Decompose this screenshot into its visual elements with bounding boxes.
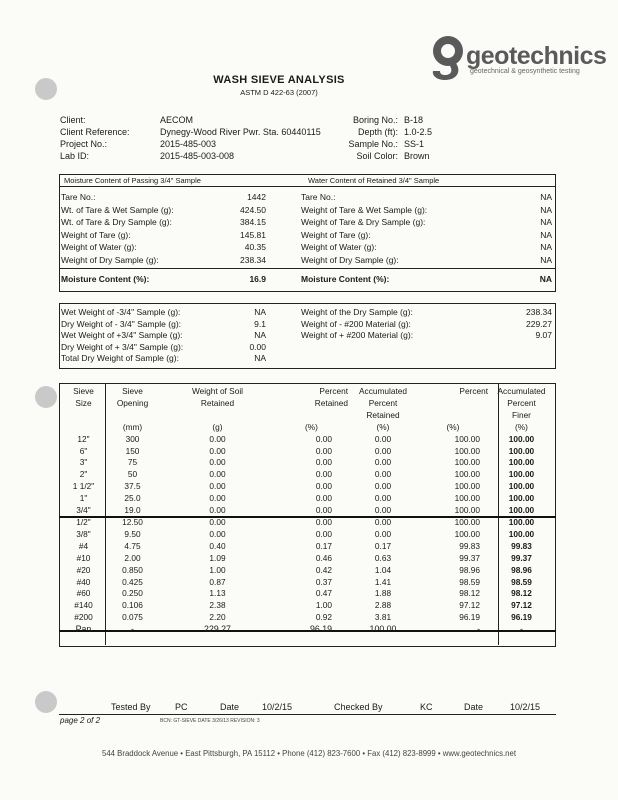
sieve-opening-cell: 19.0 xyxy=(124,505,141,516)
hdr-weight-1: Weight of Soil xyxy=(191,386,244,396)
sieve-opening-cell: 0.425 xyxy=(122,576,143,587)
pan-pct-finer-cell: - xyxy=(477,624,480,635)
acc-finer-cell: 100.00 xyxy=(508,457,535,468)
moisture-content-left-value: 16.9 xyxy=(249,274,266,284)
moisture-left-value: 40.35 xyxy=(244,242,266,252)
client-ref-label: Client Reference: xyxy=(60,127,130,137)
pct-retained-cell: 0.00 xyxy=(315,481,332,492)
pct-retained-cell: 0.37 xyxy=(315,576,332,587)
sieve-opening-cell: 0.250 xyxy=(122,588,143,599)
acc-finer-cell: 98.96 xyxy=(511,564,532,575)
boring-value: B-18 xyxy=(404,115,424,125)
sieve-row xyxy=(62,481,555,493)
moisture-left-label: Wt. of Tare & Dry Sample (g): xyxy=(61,217,172,227)
sieve-row xyxy=(62,541,555,553)
moisture-right-value: NA xyxy=(540,204,552,215)
weight-left-value: 9.1 xyxy=(254,318,266,329)
sieve-size-cell: #60 xyxy=(76,588,91,599)
depth-value: 1.0-2.5 xyxy=(404,127,433,137)
checked-date-value: 10/2/15 xyxy=(510,702,541,712)
moisture-right-value: NA xyxy=(540,192,552,202)
weight-left-label: Dry Weight of - 3/4" Sample (g): xyxy=(61,318,182,329)
sieve-size-cell: #140 xyxy=(74,600,93,611)
checked-by-value: KC xyxy=(420,702,433,712)
sieve-row xyxy=(62,517,555,529)
sample-label: Sample No.: xyxy=(348,139,398,149)
hdr-acc-retained-2: Percent xyxy=(368,397,398,408)
sieve-row xyxy=(62,565,555,577)
acc-finer-cell: 98.59 xyxy=(511,576,532,587)
sieve-opening-cell: 300 xyxy=(125,433,140,444)
hdr-opening-1: Sieve xyxy=(122,386,143,396)
acc-retained-cell: 0.00 xyxy=(374,469,392,480)
pct-retained-cell: 0.00 xyxy=(315,445,332,456)
weight-retained-cell: 0.00 xyxy=(209,528,226,539)
pct-retained-cell: 0.00 xyxy=(315,528,332,539)
moisture-right-label: Weight of Dry Sample (g): xyxy=(301,254,399,265)
sieve-row xyxy=(62,600,555,612)
moisture-content-left-label: Moisture Content (%): xyxy=(61,274,150,284)
sieve-opening-cell: 12.50 xyxy=(122,516,143,527)
pct-finer-cell: 97.12 xyxy=(459,600,480,611)
page-title: WASH SIEVE ANALYSIS xyxy=(213,74,345,86)
acc-retained-cell: 0.00 xyxy=(374,457,392,468)
weight-left-value: NA xyxy=(254,307,266,317)
acc-finer-cell: 100.00 xyxy=(508,469,535,480)
lab-id-value: 2015-485-003-008 xyxy=(160,151,235,161)
hdr-opening-2: Opening xyxy=(116,397,149,408)
sieve-row xyxy=(62,446,555,458)
weight-retained-cell: 0.00 xyxy=(209,481,226,492)
page-subtitle: ASTM D 422-63 (2007) xyxy=(240,88,318,97)
hdr-acc-retained-unit: (%) xyxy=(376,421,390,432)
acc-retained-cell: 0.17 xyxy=(374,540,392,551)
pct-finer-cell: 98.96 xyxy=(459,564,480,575)
moisture-right-value: NA xyxy=(540,229,552,240)
moisture-left-value: 424.50 xyxy=(240,204,266,215)
pct-finer-cell: 100.00 xyxy=(454,445,480,456)
pct-retained-cell: 0.00 xyxy=(315,433,332,444)
acc-retained-cell: 0.00 xyxy=(374,528,392,539)
acc-finer-cell: 100.00 xyxy=(508,516,535,527)
moisture-left-label: Tare No.: xyxy=(61,192,96,202)
sieve-row xyxy=(62,588,555,600)
sieve-size-cell: 1 1/2" xyxy=(72,481,95,492)
weight-retained-cell: 0.00 xyxy=(209,516,226,527)
boring-label: Boring No.: xyxy=(352,115,398,125)
sieve-opening-cell: 0.106 xyxy=(122,600,143,611)
sieve-row xyxy=(62,553,555,565)
moisture-left-value: 384.15 xyxy=(240,217,266,227)
hdr-acc-retained-1: Accumulated xyxy=(359,386,407,396)
moisture-right-value: NA xyxy=(540,242,552,252)
acc-finer-cell: 100.00 xyxy=(508,493,535,504)
sieve-row xyxy=(62,434,555,446)
weight-retained-cell: 0.00 xyxy=(209,457,226,468)
pct-finer-cell: 98.12 xyxy=(459,588,480,599)
sieve-opening-cell: 0.075 xyxy=(122,612,143,623)
sieve-opening-cell: 9.50 xyxy=(124,528,141,539)
sieve-size-cell: #40 xyxy=(76,576,91,587)
weight-right-value: 229.27 xyxy=(526,318,552,329)
sieve-size-cell: 3" xyxy=(79,457,88,468)
pct-finer-cell: 96.19 xyxy=(459,612,480,623)
pan-acc-retained-cell: 100.00 xyxy=(369,624,397,635)
sieve-opening-cell: 4.75 xyxy=(124,540,141,551)
moisture-right-title: Water Content of Retained 3/4" Sample xyxy=(308,176,440,185)
weight-retained-cell: 0.87 xyxy=(209,576,226,587)
sieve-opening-cell: 75 xyxy=(127,457,138,468)
acc-retained-cell: 1.88 xyxy=(374,588,392,599)
client-label: Client: xyxy=(60,115,86,125)
pct-retained-cell: 0.00 xyxy=(315,469,332,480)
footer-address: 544 Braddock Avenue • East Pittsburgh, PA 15112 • Phone (412) 823-7600 • Fax (412) 823-8999 • www.geotechnics.net xyxy=(101,749,517,758)
acc-retained-cell: 3.81 xyxy=(374,612,392,623)
hdr-sieve-size-2: Size xyxy=(75,397,92,408)
weight-retained-cell: 0.00 xyxy=(209,493,226,504)
pct-finer-cell: 100.00 xyxy=(454,457,480,468)
sieve-size-cell: 3/8" xyxy=(76,528,91,539)
acc-finer-cell: 100.00 xyxy=(508,433,535,444)
checked-date-label: Date xyxy=(464,702,484,712)
weight-left-label: Wet Weight of -3/4" Sample (g): xyxy=(61,307,181,317)
acc-finer-cell: 99.83 xyxy=(511,540,532,551)
hdr-acc-finer-2: Percent xyxy=(507,397,536,408)
moisture-content-right-value: NA xyxy=(539,274,552,284)
sieve-row xyxy=(62,577,555,589)
pan-acc-finer-cell: - xyxy=(520,624,523,635)
sieve-size-cell: 1" xyxy=(79,493,88,504)
pct-retained-cell: 0.42 xyxy=(315,564,332,575)
pct-retained-cell: 0.92 xyxy=(315,612,332,623)
pan-weight-retained-cell: 229.27 xyxy=(204,624,231,635)
acc-finer-cell: 100.00 xyxy=(508,505,535,516)
hdr-pct-finer-1: Percent xyxy=(459,386,488,396)
acc-retained-cell: 2.88 xyxy=(374,600,392,611)
punch-hole-middle xyxy=(35,386,57,408)
hdr-pct-retained-1: Percent xyxy=(319,386,348,396)
pct-finer-cell: 99.83 xyxy=(459,540,480,551)
acc-retained-cell: 0.63 xyxy=(374,552,392,563)
acc-finer-cell: 100.00 xyxy=(508,528,535,539)
weight-retained-cell: 1.00 xyxy=(209,564,226,575)
sieve-row xyxy=(62,529,555,541)
sieve-size-cell: 1/2" xyxy=(76,516,91,527)
pct-finer-cell: 100.00 xyxy=(454,505,480,516)
weight-left-label: Dry Weight of + 3/4" Sample (g): xyxy=(61,341,184,352)
weight-right-label: Weight of - #200 Material (g): xyxy=(301,318,411,329)
sieve-opening-cell: 150 xyxy=(125,445,140,456)
pct-finer-cell: 100.00 xyxy=(454,493,480,504)
tested-date-value: 10/2/15 xyxy=(262,702,293,712)
sieve-opening-cell: 2.00 xyxy=(124,552,141,563)
sieve-size-cell: #20 xyxy=(76,564,91,575)
moisture-right-label: Weight of Water (g): xyxy=(301,242,377,252)
moisture-left-label: Weight of Tare (g): xyxy=(61,229,131,240)
hdr-acc-retained-3: Retained xyxy=(366,409,400,420)
pct-finer-cell: 100.00 xyxy=(454,528,480,539)
revision-note: BCN: GT-SIEVE DATE 3/26/13 REVISION: 3 xyxy=(160,718,260,724)
moisture-right-value: NA xyxy=(540,254,552,265)
pct-retained-cell: 0.47 xyxy=(315,588,332,599)
weight-retained-cell: 0.00 xyxy=(209,433,226,444)
weight-left-value: 0.00 xyxy=(249,341,266,352)
weight-retained-cell: 1.13 xyxy=(209,588,226,599)
pct-finer-cell: 98.59 xyxy=(459,576,480,587)
moisture-left-label: Weight of Water (g): xyxy=(61,242,137,252)
sieve-opening-cell: 50 xyxy=(127,469,138,480)
project-value: 2015-485-003 xyxy=(160,139,217,149)
sieve-row xyxy=(62,505,555,517)
sieve-opening-cell: 0.850 xyxy=(122,564,143,575)
acc-finer-cell: 96.19 xyxy=(511,612,532,623)
sieve-size-cell: #4 xyxy=(78,540,89,551)
hdr-acc-finer-3: Finer xyxy=(512,409,531,420)
pct-retained-cell: 0.00 xyxy=(315,505,332,516)
pct-retained-cell: 1.00 xyxy=(315,600,332,611)
sieve-size-cell: #10 xyxy=(76,552,91,563)
hdr-opening-unit: (mm) xyxy=(122,421,143,432)
weight-right-label: Weight of + #200 Material (g): xyxy=(301,330,414,340)
sieve-row xyxy=(62,469,555,481)
pan-sieve-opening-cell: - xyxy=(131,624,134,635)
sieve-size-cell: #200 xyxy=(74,612,93,623)
acc-retained-cell: 1.41 xyxy=(374,576,392,587)
sieve-row xyxy=(62,457,555,469)
project-label: Project No.: xyxy=(60,139,108,149)
moisture-content-right-label: Moisture Content (%): xyxy=(301,274,390,284)
weight-left-value: NA xyxy=(254,330,266,340)
hdr-weight-unit: (g) xyxy=(212,421,223,432)
sieve-size-cell: 6" xyxy=(79,445,88,456)
logo-tagline: geotechnical & geosynthetic testing xyxy=(470,68,580,75)
acc-retained-cell: 0.00 xyxy=(374,481,392,492)
acc-finer-cell: 97.12 xyxy=(511,600,532,611)
moisture-left-value: 145.81 xyxy=(240,229,266,240)
weight-right-value: 9.07 xyxy=(535,330,552,340)
sieve-row xyxy=(62,493,555,505)
weight-retained-cell: 1.09 xyxy=(209,552,226,563)
tested-by-label: Tested By xyxy=(111,702,151,712)
weight-retained-cell: 0.40 xyxy=(209,540,226,551)
sieve-table xyxy=(62,386,555,636)
sieve-size-cell: 12" xyxy=(77,433,90,444)
moisture-right-label: Weight of Tare & Wet Sample (g): xyxy=(301,204,428,215)
weight-right-value: 238.34 xyxy=(526,307,552,317)
acc-finer-cell: 98.12 xyxy=(511,588,532,599)
soil-color-value: Brown xyxy=(404,151,430,161)
pct-retained-cell: 0.00 xyxy=(315,457,332,468)
acc-retained-cell: 0.00 xyxy=(374,516,392,527)
moisture-right-label: Weight of Tare & Dry Sample (g): xyxy=(301,217,426,227)
logo-wordmark: geotechnics xyxy=(466,42,607,70)
pct-retained-cell: 0.46 xyxy=(315,552,332,563)
pan-pct-retained-cell: 96.19 xyxy=(309,624,332,635)
sieve-opening-cell: 25.0 xyxy=(124,493,141,504)
pan-sieve-size-cell: Pan xyxy=(75,624,92,635)
weight-left-label: Wet Weight of +3/4" Sample (g): xyxy=(61,330,183,340)
acc-finer-cell: 100.00 xyxy=(508,445,535,456)
sieve-row xyxy=(62,612,555,624)
pct-finer-cell: 100.00 xyxy=(454,516,480,527)
lab-id-label: Lab ID: xyxy=(60,151,90,161)
tested-by-value: PC xyxy=(175,702,188,712)
hdr-weight-2: Retained xyxy=(200,397,235,408)
sieve-size-cell: 2" xyxy=(79,469,88,480)
weight-retained-cell: 2.20 xyxy=(209,612,226,623)
moisture-left-label: Wt. of Tare & Wet Sample (g): xyxy=(61,204,174,215)
sample-value: SS-1 xyxy=(404,139,425,149)
pct-finer-cell: 100.00 xyxy=(454,433,480,444)
depth-label: Depth (ft): xyxy=(357,127,398,137)
weight-retained-cell: 0.00 xyxy=(209,445,226,456)
acc-retained-cell: 0.00 xyxy=(374,445,392,456)
hdr-pct-retained-2: Retained xyxy=(314,397,348,408)
acc-retained-cell: 0.00 xyxy=(374,493,392,504)
acc-retained-cell: 0.00 xyxy=(374,505,392,516)
moisture-left-title: Moisture Content of Passing 3/4" Sample xyxy=(64,176,201,185)
weight-retained-cell: 0.00 xyxy=(209,505,226,516)
hdr-acc-finer-1: Accumulated xyxy=(497,386,546,396)
pct-retained-cell: 0.00 xyxy=(315,516,332,527)
pct-retained-cell: 0.00 xyxy=(315,493,332,504)
acc-retained-cell: 0.00 xyxy=(374,433,392,444)
weight-left-label: Total Dry Weight of Sample (g): xyxy=(61,353,179,363)
hdr-sieve-size-1: Sieve xyxy=(73,386,94,396)
pan-row xyxy=(62,624,555,636)
hdr-pct-finer-unit: (%) xyxy=(446,421,460,432)
hdr-acc-finer-unit: (%) xyxy=(515,421,528,432)
pct-finer-cell: 100.00 xyxy=(454,481,480,492)
weight-left-value: NA xyxy=(254,353,266,363)
moisture-right-label: Tare No.: xyxy=(301,192,336,202)
moisture-right-label: Weight of Tare (g): xyxy=(301,229,371,240)
sieve-size-cell: 3/4" xyxy=(76,505,91,516)
weight-retained-cell: 0.00 xyxy=(209,469,226,480)
client-value: AECOM xyxy=(160,115,194,125)
weight-retained-cell: 2.38 xyxy=(209,600,226,611)
pct-finer-cell: 100.00 xyxy=(454,469,480,480)
tested-date-label: Date xyxy=(220,702,240,712)
soil-color-label: Soil Color: xyxy=(356,151,398,161)
pct-retained-cell: 0.17 xyxy=(315,540,332,551)
client-ref-value: Dynegy-Wood River Pwr. Sta. 60440115 xyxy=(160,127,321,137)
moisture-left-value: 238.34 xyxy=(240,254,266,265)
hdr-pct-retained-unit: (%) xyxy=(305,421,318,432)
sieve-opening-cell: 37.5 xyxy=(124,481,141,492)
moisture-left-label: Weight of Dry Sample (g): xyxy=(61,254,159,265)
weight-right-label: Weight of the Dry Sample (g): xyxy=(301,307,413,317)
acc-finer-cell: 100.00 xyxy=(508,481,535,492)
acc-retained-cell: 1.04 xyxy=(374,564,392,575)
punch-hole-bottom xyxy=(35,691,57,713)
moisture-left-value: 1442 xyxy=(247,192,266,202)
checked-by-label: Checked By xyxy=(334,702,383,712)
page-number: page 2 of 2 xyxy=(60,716,101,725)
moisture-right-value: NA xyxy=(540,217,552,227)
acc-finer-cell: 99.37 xyxy=(511,552,532,563)
pct-finer-cell: 99.37 xyxy=(459,552,480,563)
